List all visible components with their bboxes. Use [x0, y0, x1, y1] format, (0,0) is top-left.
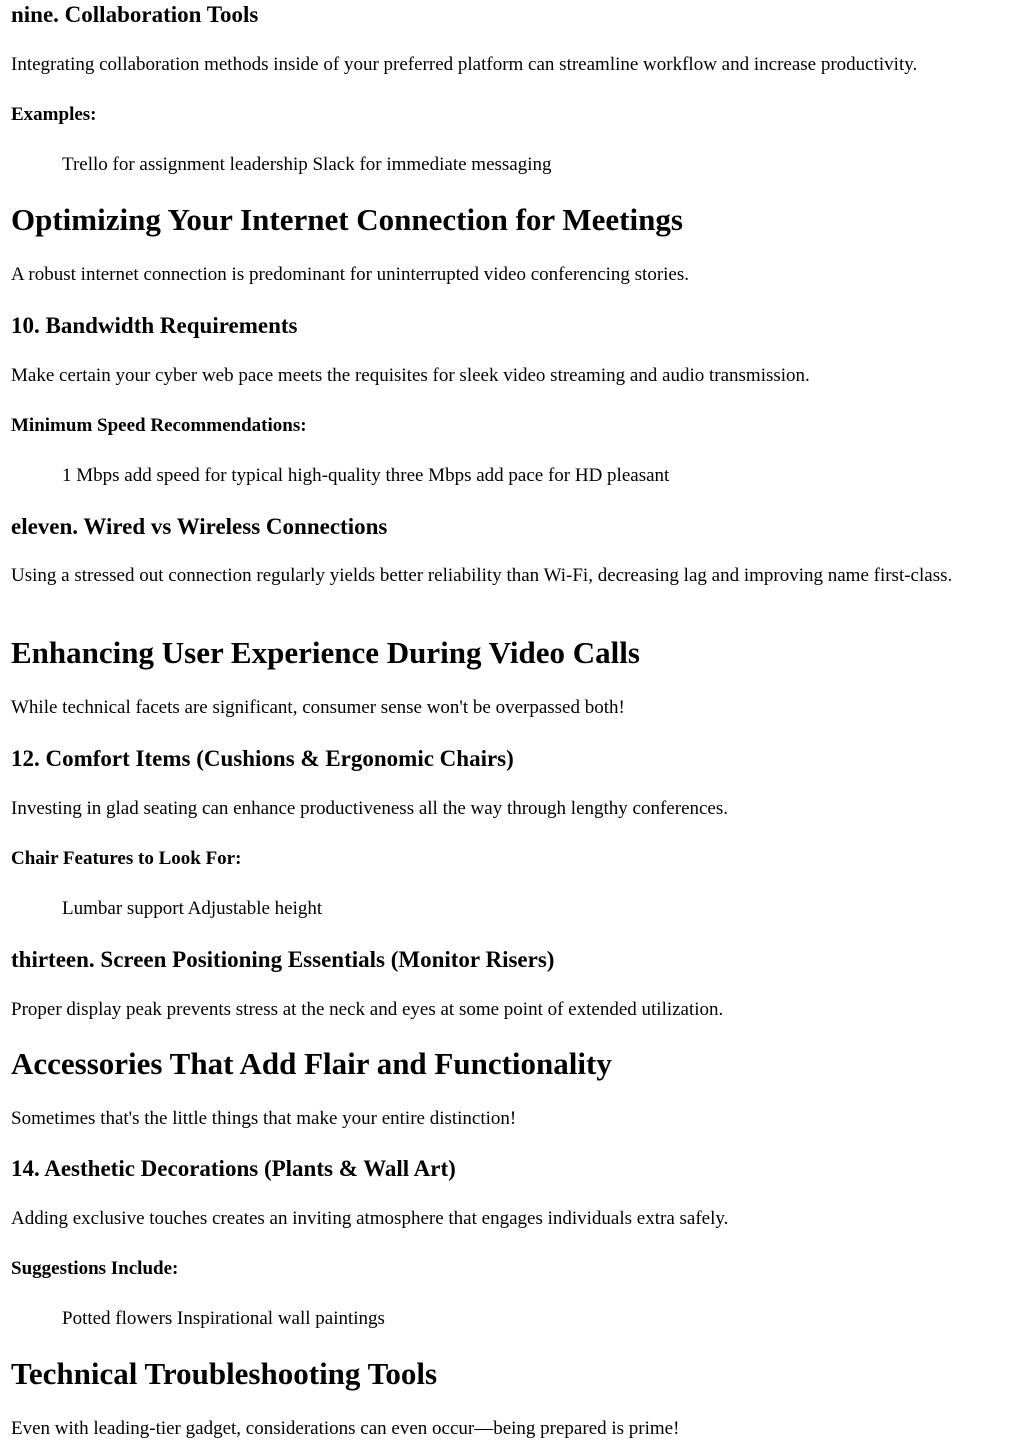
section-heading-comfort-items: 12. Comfort Items (Cushions & Ergonomic Chairs): [11, 746, 514, 771]
quote-chair-features: Lumbar support Adjustable height: [62, 898, 323, 919]
label-examples: Examples:: [11, 104, 97, 125]
label-minimum-speed: Minimum Speed Recommendations:: [11, 415, 307, 436]
label-chair-features: Chair Features to Look For:: [11, 848, 242, 869]
heading-technical-troubleshooting: Technical Troubleshooting Tools: [11, 1356, 438, 1391]
paragraph-screen-positioning: Proper display peak prevents stress at the neck and eyes at some point of extended utilization.: [11, 999, 724, 1020]
paragraph-bandwidth: Make certain your cyber web pace meets the requisites for sleek video streaming and audio transmission.: [11, 365, 810, 386]
paragraph-aesthetic-decorations: Adding exclusive touches creates an inviting atmosphere that engages individuals extra safely.: [11, 1208, 729, 1229]
quote-minimum-speed: 1 Mbps add speed for typical high-quality three Mbps add pace for HD pleasant: [62, 465, 670, 486]
quote-examples: Trello for assignment leadership Slack for immediate messaging: [62, 154, 552, 175]
paragraph-collaboration-tools: Integrating collaboration methods inside of your preferred platform can streamline workflow and increase productivity.: [11, 54, 918, 75]
section-heading-aesthetic-decorations: 14. Aesthetic Decorations (Plants & Wall Art): [11, 1156, 456, 1181]
paragraph-comfort-items: Investing in glad seating can enhance productiveness all the way through lengthy conferences.: [11, 798, 729, 819]
heading-enhancing-user-experience: Enhancing User Experience During Video Calls: [11, 635, 640, 670]
paragraph-technical-troubleshooting: Even with leading-tier gadget, considerations can even occur—being prepared is prime!: [11, 1418, 680, 1439]
heading-optimizing-internet: Optimizing Your Internet Connection for Meetings: [11, 202, 683, 237]
section-heading-wired-wireless: eleven. Wired vs Wireless Connections: [11, 514, 388, 539]
paragraph-wired-wireless: Using a stressed out connection regularly yields better reliability than Wi-Fi, decreasing lag and improving name first-class.: [11, 565, 953, 586]
section-heading-collaboration-tools: nine. Collaboration Tools: [11, 2, 259, 27]
paragraph-optimizing-internet: A robust internet connection is predominant for uninterrupted video conferencing stories.: [11, 264, 690, 285]
label-suggestions: Suggestions Include:: [11, 1258, 179, 1279]
heading-accessories: Accessories That Add Flair and Functionality: [11, 1046, 612, 1081]
section-heading-bandwidth: 10. Bandwidth Requirements: [11, 313, 298, 338]
section-heading-screen-positioning: thirteen. Screen Positioning Essentials (Monitor Risers): [11, 947, 555, 972]
paragraph-accessories: Sometimes that's the little things that make your entire distinction!: [11, 1108, 517, 1129]
paragraph-enhancing-user-experience: While technical facets are significant, consumer sense won't be overpassed both!: [11, 697, 625, 718]
quote-suggestions: Potted flowers Inspirational wall paintings: [62, 1308, 385, 1329]
